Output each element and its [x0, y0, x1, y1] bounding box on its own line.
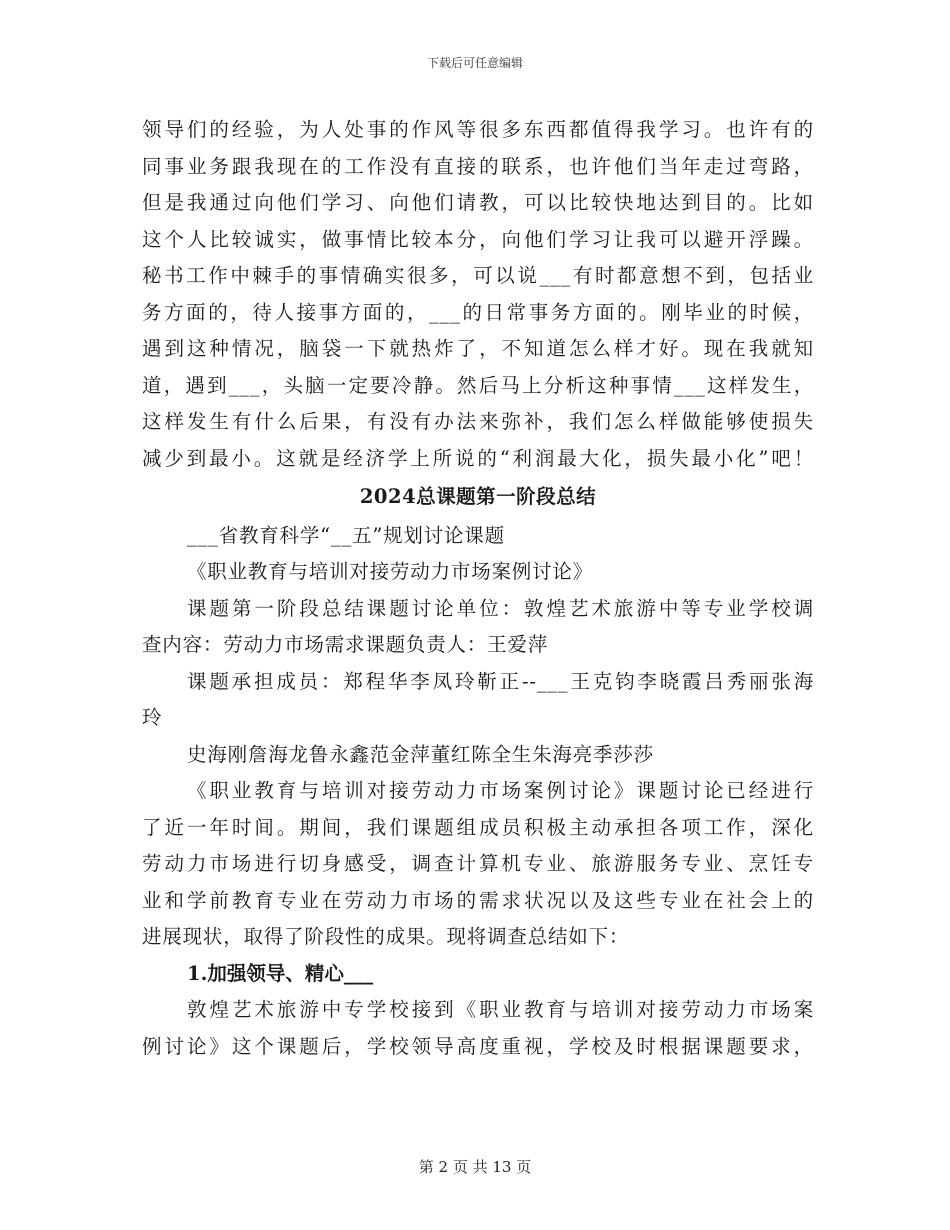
paragraph-line: 业和学前教育专业在劳动力市场的需求状况以及这些专业在社会上的	[142, 888, 814, 912]
paragraph-line: 这个人比较诚实，做事情比较本分，向他们学习让我可以避开浮躁。	[142, 227, 814, 251]
members-line: 课题承担成员：郑程华李凤玲靳正--___王克钧李晓霞吕秀丽张海	[187, 669, 814, 693]
page-number: 第 2 页 共 13 页	[418, 1158, 532, 1176]
paragraph-line: 进展现状，取得了阶段性的成果。现将调查总结如下：	[142, 925, 630, 948]
info-line: 《职业教育与培训对接劳动力市场案例讨论》	[187, 560, 594, 583]
paragraph-line: 《职业教育与培训对接劳动力市场案例讨论》课题讨论已经进行	[187, 779, 814, 802]
header-note: 下载后可任意编辑	[426, 56, 523, 70]
members-line: 史海刚詹海龙鲁永鑫范金萍董红陈全生朱海亮季莎莎	[187, 742, 654, 766]
paragraph-line: 例讨论》这个课题后，学校领导高度重视，学校及时根据课题要求，	[142, 1034, 814, 1058]
paragraph-line: 这样发生有什么后果，有没有办法来弥补，我们怎么样做能够使损失	[142, 410, 814, 433]
paragraph-line: 减少到最小。这就是经济学上所说的“利润最大化，损失最小化”吧！	[142, 446, 814, 470]
paragraph-line: 同事业务跟我现在的工作没有直接的联系，也许他们当年走过弯路，	[142, 154, 814, 178]
paragraph-line: 务方面的，待人接事方面的，___的日常事务方面的。刚毕业的时候，	[142, 300, 814, 324]
subsection-heading: 1.加强领导、精心___	[187, 961, 374, 985]
section-title: 2024总课题第一阶段总结	[359, 485, 597, 508]
paragraph-line: 领导们的经验，为人处事的作风等很多东西都值得我学习。也许有的	[142, 118, 814, 141]
paragraph-line: 敦煌艺术旅游中专学校接到《职业教育与培训对接劳动力市场案	[187, 998, 814, 1021]
paragraph-line: 劳动力市场进行切身感受，调查计算机专业、旅游服务专业、烹饪专	[142, 852, 814, 875]
members-line: 玲	[142, 706, 163, 729]
info-line: ___省教育科学“__五”规划讨论课题	[187, 523, 505, 547]
paragraph-line: 但是我通过向他们学习、向他们请教，可以比较快地达到目的。比如	[142, 191, 814, 214]
document-body	[142, 112, 814, 1065]
paragraph-line: 了近一年时间。期间，我们课题组成员积极主动承担各项工作，深化	[142, 815, 814, 839]
unit-line: 查内容：劳动力市场需求课题负责人：王爱萍	[142, 633, 549, 656]
paragraph-line: 道，遇到___，头脑一定要冷静。然后马上分析这种事情___这样发生，	[142, 373, 814, 397]
unit-line: 课题第一阶段总结课题讨论单位：敦煌艺术旅游中等专业学校调	[187, 596, 814, 620]
paragraph-line: 遇到这种情况，脑袋一下就热炸了，不知道怎么样才好。现在我就知	[142, 337, 814, 360]
paragraph-line: 秘书工作中棘手的事情确实很多，可以说___有时都意想不到，包括业	[142, 264, 814, 287]
